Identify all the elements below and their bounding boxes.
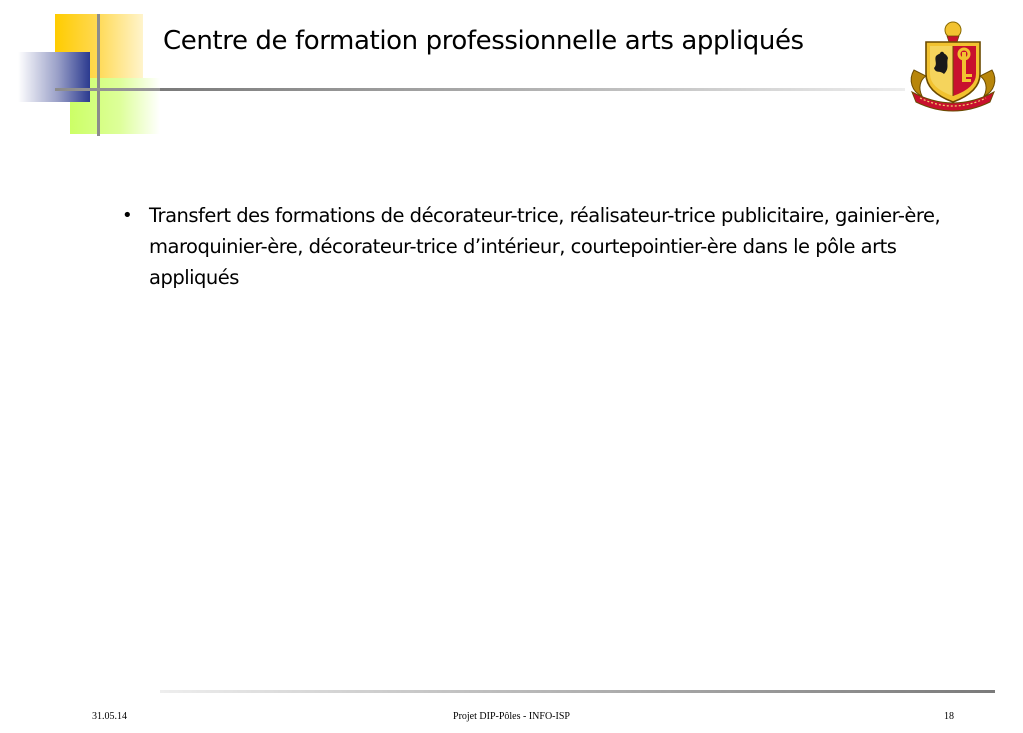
footer-center-text: Projet DIP-Pôles - INFO-ISP xyxy=(453,711,570,722)
bullet-dot-icon: • xyxy=(122,205,133,226)
decor-blue-square xyxy=(18,52,90,102)
footer-page-number: 18 xyxy=(944,711,954,722)
footer-rule xyxy=(160,690,995,693)
slide-title: Centre de formation professionnelle arts appliqués xyxy=(163,26,804,56)
title-underline xyxy=(160,88,905,91)
bullet-text: Transfert des formations de décorateur-trice, réalisateur-trice publicitaire, gainier-ère, maroquinier-ère, décorateur-trice d’intérieur, courtepointier-ère dans le pôle arts appliqués xyxy=(149,204,941,289)
decor-horizontal-line xyxy=(55,88,165,91)
geneva-coat-of-arms-icon xyxy=(906,18,1000,114)
footer-date: 31.05.14 xyxy=(92,711,127,722)
decor-vertical-line xyxy=(97,14,100,136)
slide-body xyxy=(122,200,942,293)
bullet-item xyxy=(122,200,942,293)
